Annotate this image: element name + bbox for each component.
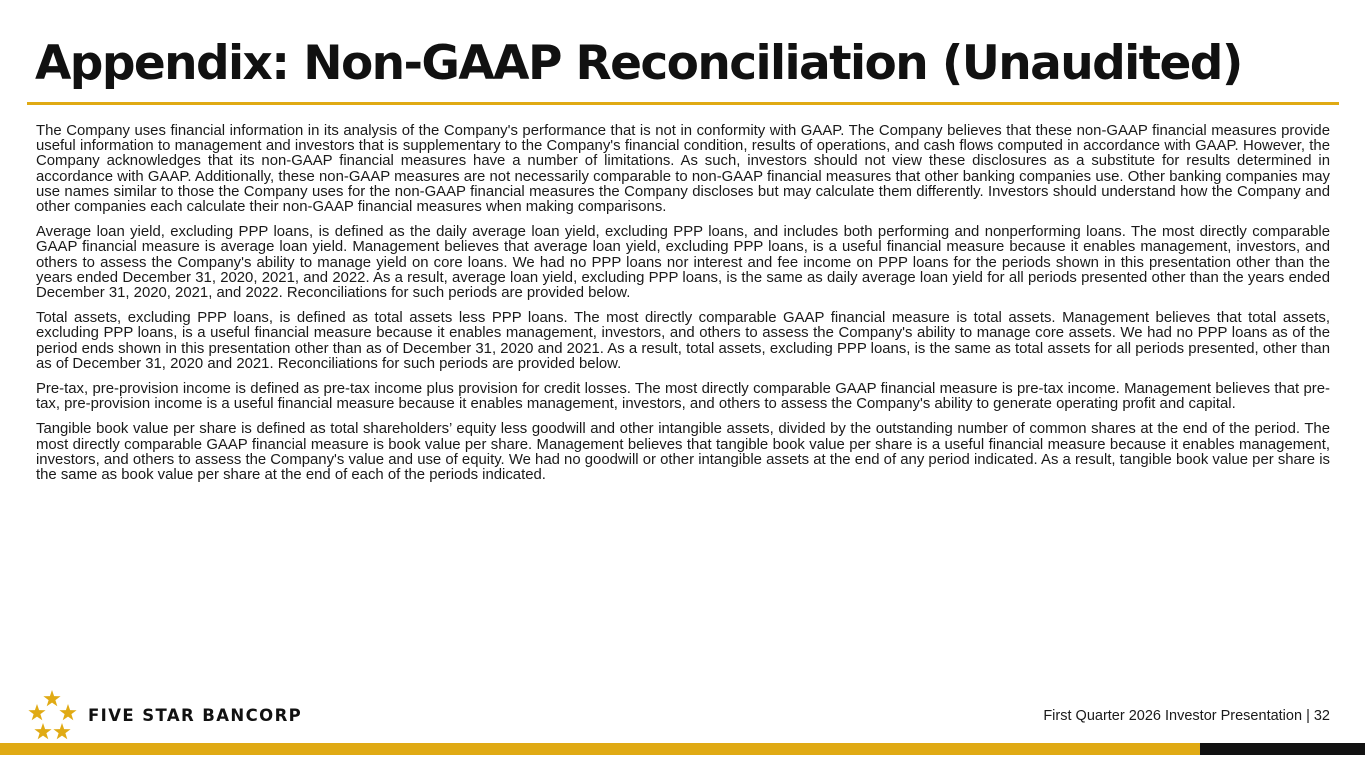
footer-presentation-label: First Quarter 2026 Investor Presentation | 32 — [1043, 708, 1330, 724]
company-logo — [24, 690, 304, 744]
body-text — [36, 124, 1330, 493]
paragraph-average-loan-yield: Average loan yield, excluding PPP loans, is defined as the daily average loan yield, excluding PPP loans, and includes both performing and nonperforming loans. The most directly comparable GAAP financial measure is average loan yield. Management believes that average loan yield, excluding PPP loans, is a useful financial measure because it enables management, investors, and others to assess the Company's ability to manage yield on core loans. We had no PPP loans nor interest and fee income on PPP loans for the periods shown in this presentation other than the years ended December 31, 2020, 2021, and 2022. As a result, average loan yield, excluding PPP loans, is the same as daily average loan yield for all periods presented other than the years ended December 31, 2020, 2021, and 2022. Reconciliations for such periods are provided below. — [36, 224, 1330, 302]
footer-bar-gold — [0, 743, 1200, 755]
logo-wordmark: FIVE STAR BANCORP — [88, 706, 303, 725]
page-title: Appendix: Non-GAAP Reconciliation (Unaudited) — [35, 36, 1242, 91]
title-underline — [27, 102, 1339, 105]
paragraph-pre-tax-pre-provision: Pre-tax, pre-provision income is defined as pre-tax income plus provision for credit losses. The most directly comparable GAAP financial measure is pre-tax income. Management believes that pre-tax, pre-provision income is a useful financial measure because it enables management, investors, and others to assess the Company's ability to generate operating profit and capital. — [36, 381, 1330, 413]
paragraph-tangible-book-value: Tangible book value per share is defined as total shareholders’ equity less goodwill and other intangible assets, divided by the outstanding number of common shares at the end of the period. The most directly comparable GAAP financial measure is book value per share. Management believes that tangible book value per share is a useful financial measure because it enables management, investors, and others to assess the Company's value and use of equity. We had no goodwill or other intangible assets at the end of any period indicated. As a result, tangible book value per share is the same as book value per share at the end of each of the periods indicated. — [36, 421, 1330, 484]
five-stars-icon — [24, 690, 84, 744]
footer-bar-black — [1200, 743, 1365, 755]
paragraph-non-gaap-overview: The Company uses financial information in its analysis of the Company's performance that is not in conformity with GAAP. The Company believes that these non-GAAP financial measures provide useful information to management and investors that is supplementary to the Company's financial condition, results of operations, and cash flows computed in accordance with GAAP. However, the Company acknowledges that its non-GAAP financial measures have a number of limitations. As such, investors should not view these disclosures as a substitute for results determined in accordance with GAAP. Additionally, these non-GAAP measures are not necessarily comparable to non-GAAP financial measures that other banking companies use. Other banking companies may use names similar to those the Company uses for the non-GAAP financial measures the Company discloses but may calculate them differently. Investors should understand how the Company and other companies each calculate their non-GAAP financial measures when making comparisons. — [36, 123, 1330, 216]
paragraph-total-assets: Total assets, excluding PPP loans, is defined as total assets less PPP loans. The most directly comparable GAAP financial measure is total assets. Management believes that total assets, excluding PPP loans, is a useful financial measure because it enables management, investors, and others to assess the Company's ability to manage core assets. We had no PPP loans as of the period ends shown in this presentation other than as of December 31, 2020 and 2021. As a result, total assets, excluding PPP loans, is the same as total assets for all periods presented, other than as of December 31, 2020 and 2021. Reconciliations for such periods are provided below. — [36, 310, 1330, 372]
